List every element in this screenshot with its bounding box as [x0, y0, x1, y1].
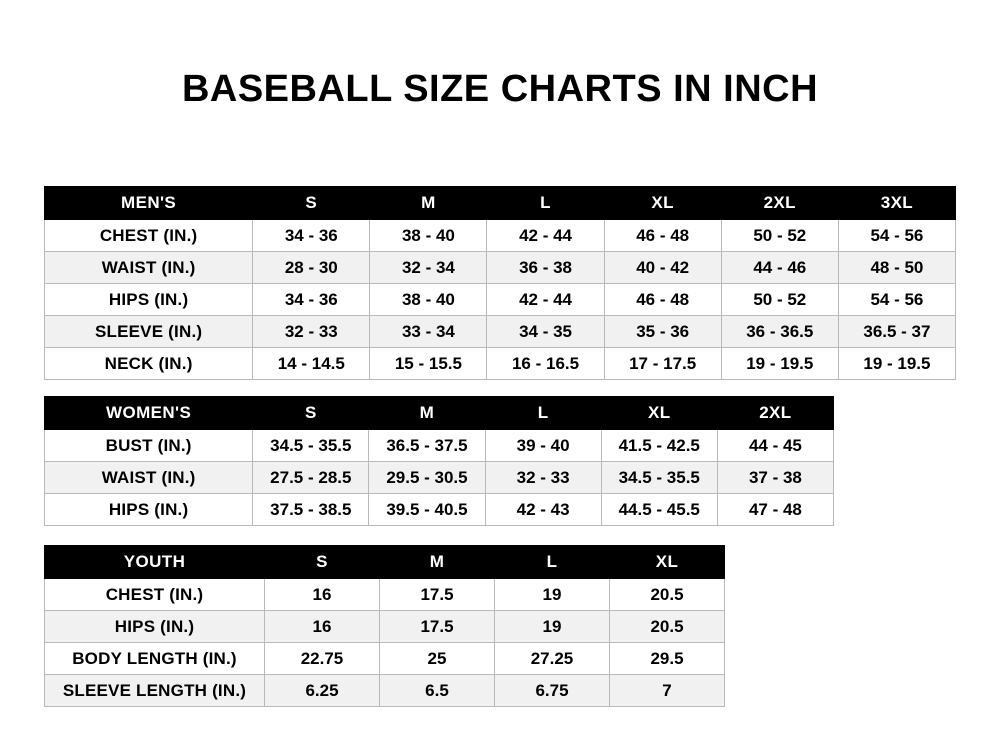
table-cell: 20.5	[610, 579, 725, 611]
table-cell: 6.5	[380, 675, 495, 707]
table-row	[45, 494, 834, 526]
column-header-category: WOMEN'S	[45, 397, 253, 430]
table-cell: 34.5 - 35.5	[253, 430, 369, 462]
table-cell: 32 - 34	[370, 252, 487, 284]
column-header-2xl: 2XL	[717, 397, 833, 430]
table-cell: 34 - 35	[487, 316, 604, 348]
table-cell: 29.5 - 30.5	[369, 462, 485, 494]
table-cell: 41.5 - 42.5	[601, 430, 717, 462]
table-cell: 42 - 44	[487, 220, 604, 252]
table-cell: 39.5 - 40.5	[369, 494, 485, 526]
mens-size-table	[44, 186, 956, 380]
table-cell: 47 - 48	[717, 494, 833, 526]
column-header-category: MEN'S	[45, 187, 253, 220]
row-label: CHEST (IN.)	[45, 579, 265, 611]
table-cell: 32 - 33	[253, 316, 370, 348]
table-cell: 19	[495, 611, 610, 643]
table-header-row	[45, 397, 834, 430]
table-cell: 50 - 52	[721, 284, 838, 316]
table-row	[45, 348, 956, 380]
table-cell: 44 - 45	[717, 430, 833, 462]
table-cell: 35 - 36	[604, 316, 721, 348]
table-cell: 16	[265, 611, 380, 643]
table-row	[45, 462, 834, 494]
table-cell: 14 - 14.5	[253, 348, 370, 380]
row-label: WAIST (IN.)	[45, 252, 253, 284]
column-header-xl: XL	[604, 187, 721, 220]
column-header-s: S	[265, 546, 380, 579]
table-row	[45, 611, 725, 643]
table-cell: 44 - 46	[721, 252, 838, 284]
row-label: SLEEVE (IN.)	[45, 316, 253, 348]
table-cell: 36 - 38	[487, 252, 604, 284]
row-label: BODY LENGTH (IN.)	[45, 643, 265, 675]
womens-size-table	[44, 396, 834, 526]
table-cell: 6.75	[495, 675, 610, 707]
table-cell: 17.5	[380, 611, 495, 643]
table-cell: 38 - 40	[370, 220, 487, 252]
column-header-m: M	[370, 187, 487, 220]
table-cell: 15 - 15.5	[370, 348, 487, 380]
row-label: NECK (IN.)	[45, 348, 253, 380]
table-header-row	[45, 546, 725, 579]
youth-size-table	[44, 545, 725, 707]
table-cell: 36.5 - 37.5	[369, 430, 485, 462]
table-cell: 32 - 33	[485, 462, 601, 494]
table-cell: 39 - 40	[485, 430, 601, 462]
table-cell: 16	[265, 579, 380, 611]
row-label: HIPS (IN.)	[45, 284, 253, 316]
table-cell: 6.25	[265, 675, 380, 707]
table-row	[45, 430, 834, 462]
table-cell: 54 - 56	[838, 284, 955, 316]
table-cell: 42 - 43	[485, 494, 601, 526]
table-header-row	[45, 187, 956, 220]
table-cell: 19	[495, 579, 610, 611]
column-header-s: S	[253, 187, 370, 220]
table-cell: 38 - 40	[370, 284, 487, 316]
table-cell: 19 - 19.5	[721, 348, 838, 380]
table-cell: 34 - 36	[253, 284, 370, 316]
row-label: BUST (IN.)	[45, 430, 253, 462]
column-header-2xl: 2XL	[721, 187, 838, 220]
column-header-xl: XL	[601, 397, 717, 430]
table-cell: 40 - 42	[604, 252, 721, 284]
column-header-l: L	[495, 546, 610, 579]
table-cell: 28 - 30	[253, 252, 370, 284]
table-cell: 33 - 34	[370, 316, 487, 348]
column-header-xl: XL	[610, 546, 725, 579]
table-row	[45, 252, 956, 284]
table-cell: 22.75	[265, 643, 380, 675]
table-cell: 36 - 36.5	[721, 316, 838, 348]
table-row	[45, 643, 725, 675]
table-cell: 37.5 - 38.5	[253, 494, 369, 526]
table-cell: 17 - 17.5	[604, 348, 721, 380]
row-label: CHEST (IN.)	[45, 220, 253, 252]
column-header-3xl: 3XL	[838, 187, 955, 220]
page-title: BASEBALL SIZE CHARTS IN INCH	[181, 68, 819, 110]
table-cell: 44.5 - 45.5	[601, 494, 717, 526]
table-cell: 42 - 44	[487, 284, 604, 316]
table-cell: 46 - 48	[604, 284, 721, 316]
table-cell: 27.5 - 28.5	[253, 462, 369, 494]
table-row	[45, 316, 956, 348]
column-header-s: S	[253, 397, 369, 430]
table-cell: 54 - 56	[838, 220, 955, 252]
column-header-l: L	[487, 187, 604, 220]
table-row	[45, 675, 725, 707]
table-row	[45, 579, 725, 611]
column-header-m: M	[380, 546, 495, 579]
table-cell: 7	[610, 675, 725, 707]
row-label: HIPS (IN.)	[45, 611, 265, 643]
table-cell: 46 - 48	[604, 220, 721, 252]
table-cell: 25	[380, 643, 495, 675]
table-cell: 17.5	[380, 579, 495, 611]
table-cell: 48 - 50	[838, 252, 955, 284]
table-cell: 34.5 - 35.5	[601, 462, 717, 494]
table-cell: 27.25	[495, 643, 610, 675]
row-label: WAIST (IN.)	[45, 462, 253, 494]
table-cell: 37 - 38	[717, 462, 833, 494]
table-cell: 16 - 16.5	[487, 348, 604, 380]
row-label: HIPS (IN.)	[45, 494, 253, 526]
table-cell: 20.5	[610, 611, 725, 643]
table-row	[45, 284, 956, 316]
column-header-m: M	[369, 397, 485, 430]
row-label: SLEEVE LENGTH (IN.)	[45, 675, 265, 707]
table-cell: 34 - 36	[253, 220, 370, 252]
table-cell: 29.5	[610, 643, 725, 675]
table-cell: 19 - 19.5	[838, 348, 955, 380]
column-header-l: L	[485, 397, 601, 430]
column-header-category: YOUTH	[45, 546, 265, 579]
table-cell: 50 - 52	[721, 220, 838, 252]
table-cell: 36.5 - 37	[838, 316, 955, 348]
table-row	[45, 220, 956, 252]
